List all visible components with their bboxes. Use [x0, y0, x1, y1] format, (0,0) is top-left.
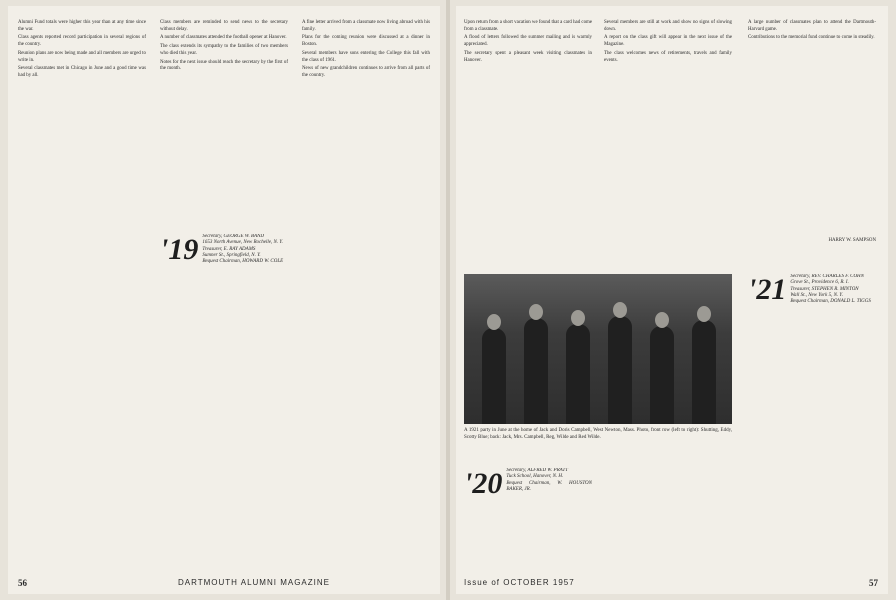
person-head: [529, 304, 543, 320]
person-head: [697, 306, 711, 322]
page-number: 56: [18, 578, 27, 588]
person-figure: [608, 316, 632, 424]
right-column-3: A large number of classmates plan to attend the Dartmouth-Harvard game. Contributions to the memorial fund continue to come in steadily.: [748, 20, 876, 41]
class-20-section: [464, 468, 592, 504]
person-figure: [524, 318, 548, 424]
person-head: [571, 310, 585, 326]
class-21-section: [748, 274, 876, 311]
class-year: '20: [464, 468, 503, 498]
left-page: [8, 6, 440, 594]
class-year: '19: [160, 234, 199, 266]
person-figure: [482, 328, 506, 424]
reunion-photo: [464, 274, 732, 424]
right-column-1: Upon return from a short vacation we found that a card had come from a classmate. A flood of letters followed the summer mailing and is warmly appreciated. The secretary spent a pleasant week visiting classmates in Hanover.: [464, 20, 592, 63]
class-19-header: '19 Secretary, GEORGE W. BAND 1653 North Avenue, New Rochelle, N. Y. Treasurer, E. RAY ADAMS Sumner St., Springfield, N. Y. Bequest Chairman, HOWARD W. COLE: [160, 234, 284, 266]
magazine-footer: DARTMOUTH ALUMNI MAGAZINE: [178, 578, 330, 587]
person-figure: [566, 324, 590, 424]
photo-caption: A 1921 party in June at the home of Jack and Doris Campbell, West Newton, Mass. Photo, front row (left to right): Shutting, Eddy, Scotty Blue; back: Jack, Mrs. Campbell, Reg, Wilde and Red Wilde.: [464, 428, 732, 440]
class-21-header: '21 Secretary, REV. CHARLES F. COHN Grove St., Providence 6, R. I. Treasurer, STEPHEN R. MINTON Wall St., New York 5, N. Y. Bequest Chairman, DONALD L. TIGGS: [748, 274, 871, 306]
class-19-section: [160, 234, 288, 271]
left-column-1: Alumni Fund totals were higher this year than at any time since the war. Class agents reported record participation in several regions of the country. Reunion plans are now being made and all members are urged to write in. Several classmates met in Chicago in June and a good time was had by all.: [18, 20, 146, 78]
page-number: 57: [869, 578, 878, 588]
person-figure: [692, 320, 716, 424]
class-year: '21: [748, 274, 787, 306]
person-head: [487, 314, 501, 330]
person-figure: [650, 326, 674, 424]
page-gutter: [446, 0, 450, 600]
class-20-header: '20 Secretary, ALFRED W. PRATT Tuck School, Hanover, N. H. Bequest Chairman, W. HOUSTON BAKER, JR.: [464, 468, 592, 498]
left-column-3: A fine letter arrived from a classmate now living abroad with his family. Plans for the coming reunion were discussed at a dinner in Boston. Several members have sons entering the College this fall with the class of 1961. News of new grandchildren continues to arrive from all parts of the country.: [302, 20, 430, 78]
right-page: [456, 6, 888, 594]
person-head: [655, 312, 669, 328]
signoff: HARRY W. SAMPSON: [828, 238, 876, 243]
right-column-2: Several members are still at work and show no signs of slowing down. A report on the class gift will appear in the next issue of the Magazine. The class welcomes news of retirements, travels and family events.: [604, 20, 732, 63]
issue-footer: Issue of OCTOBER 1957: [464, 578, 575, 587]
person-head: [613, 302, 627, 318]
left-column-2: Class members are reminded to send news to the secretary without delay. A number of classmates attended the football opener at Hanover. The class extends its sympathy to the families of two members who died this year. Notes for the next issue should reach the secretary by the first of the month.: [160, 20, 288, 72]
